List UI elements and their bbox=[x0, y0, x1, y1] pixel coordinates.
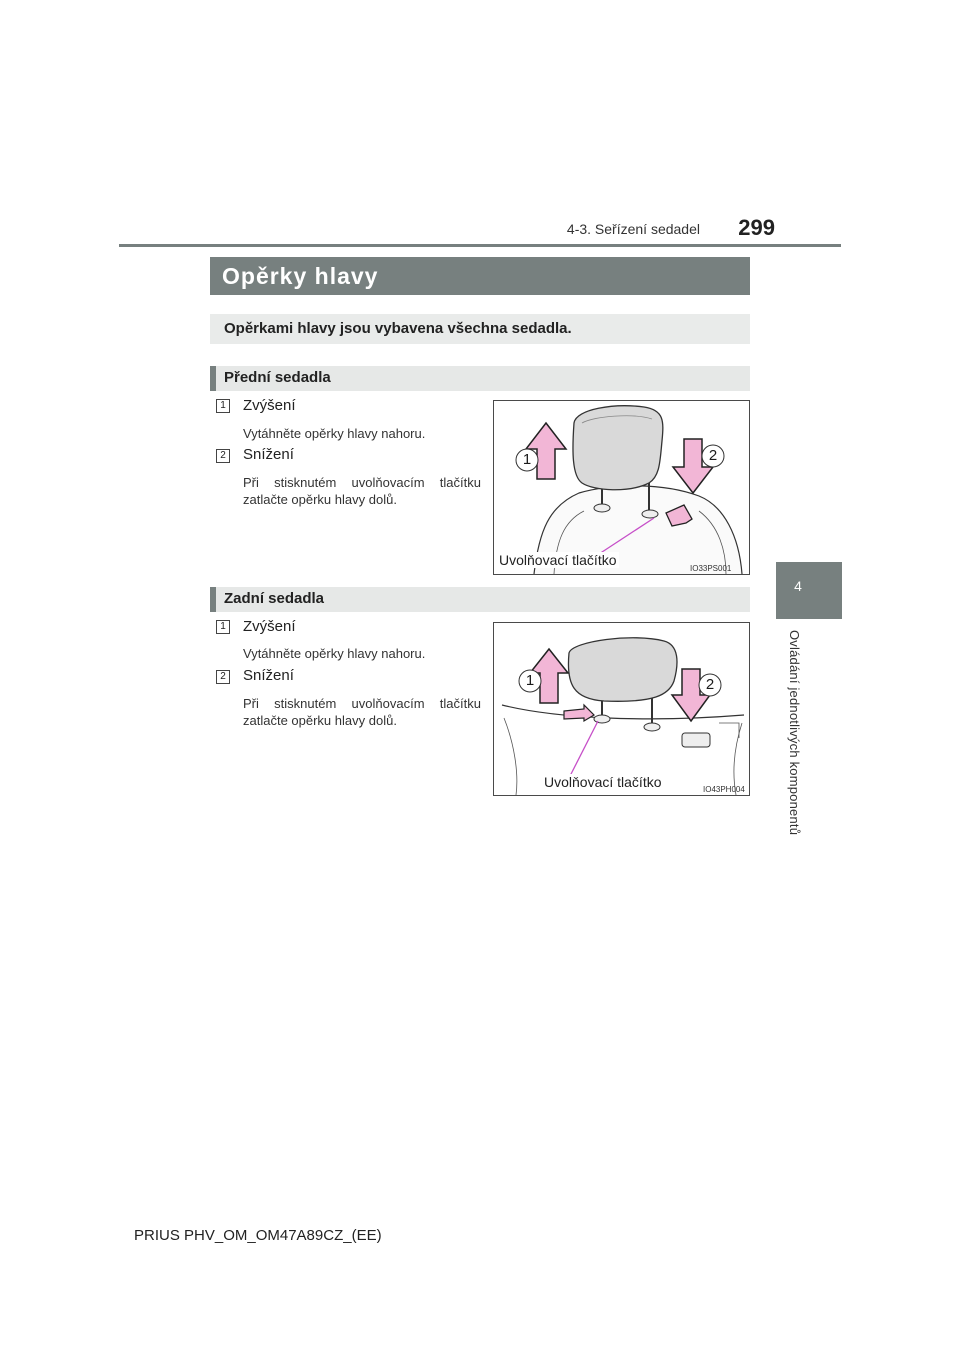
figure-code: IO43PH004 bbox=[703, 785, 745, 794]
step-number-badge: 2 bbox=[216, 670, 230, 684]
release-button-label: Uvolňovací tlačítko bbox=[499, 552, 617, 568]
header-rule bbox=[119, 244, 841, 247]
step-description: Vytáhněte opěrky hlavy nahoru. bbox=[243, 646, 426, 661]
chapter-title: Ovládání jednotlivých komponentů bbox=[787, 630, 802, 836]
front-headrest-illustration bbox=[494, 401, 749, 574]
step-number-badge: 2 bbox=[216, 449, 230, 463]
step-description: Vytáhněte opěrky hlavy nahoru. bbox=[243, 426, 426, 441]
step-title: Snížení bbox=[243, 667, 294, 684]
front-headrest-figure bbox=[493, 400, 750, 575]
release-button-label: Uvolňovací tlačítko bbox=[544, 774, 662, 790]
chapter-title-vertical bbox=[773, 630, 823, 860]
callout-number: 2 bbox=[705, 676, 715, 693]
step-title: Zvýšení bbox=[243, 618, 296, 635]
document-code: PRIUS PHV_OM_OM47A89CZ_(EE) bbox=[134, 1227, 382, 1244]
figure-code: IO33PS001 bbox=[690, 564, 732, 573]
intro-text: Opěrkami hlavy jsou vybavena všechna sedadla. bbox=[224, 320, 572, 337]
rear-headrest-illustration bbox=[494, 623, 749, 795]
page-number: 299 bbox=[738, 215, 775, 240]
rear-seats-heading-text: Zadní sedadla bbox=[224, 590, 325, 607]
page-title-band bbox=[210, 257, 750, 295]
step-number-badge: 1 bbox=[216, 620, 230, 634]
step-title: Snížení bbox=[243, 446, 294, 463]
step-description: Při stisknutém uvolňovacím tlačítku zatlačte opěrku hlavy dolů. bbox=[243, 696, 481, 728]
step-number-badge: 1 bbox=[216, 399, 230, 413]
section-title: 4-3. Seřízení sedadel bbox=[566, 221, 700, 237]
front-seats-heading-text: Přední sedadla bbox=[224, 369, 331, 386]
rear-seats-heading bbox=[210, 587, 750, 612]
callout-number: 1 bbox=[522, 451, 532, 468]
step-description: Při stisknutém uvolňovacím tlačítku zatlačte opěrku hlavy dolů. bbox=[243, 475, 481, 507]
rear-headrest-figure bbox=[493, 622, 750, 796]
release-button-arrow-icon bbox=[564, 705, 594, 721]
step-title: Zvýšení bbox=[243, 397, 296, 414]
callout-number: 2 bbox=[708, 447, 718, 464]
front-seats-heading bbox=[210, 366, 750, 391]
intro-box bbox=[210, 314, 750, 344]
callout-number: 1 bbox=[525, 672, 535, 689]
page-title: Opěrky hlavy bbox=[222, 263, 379, 289]
chapter-number: 4 bbox=[794, 578, 802, 594]
